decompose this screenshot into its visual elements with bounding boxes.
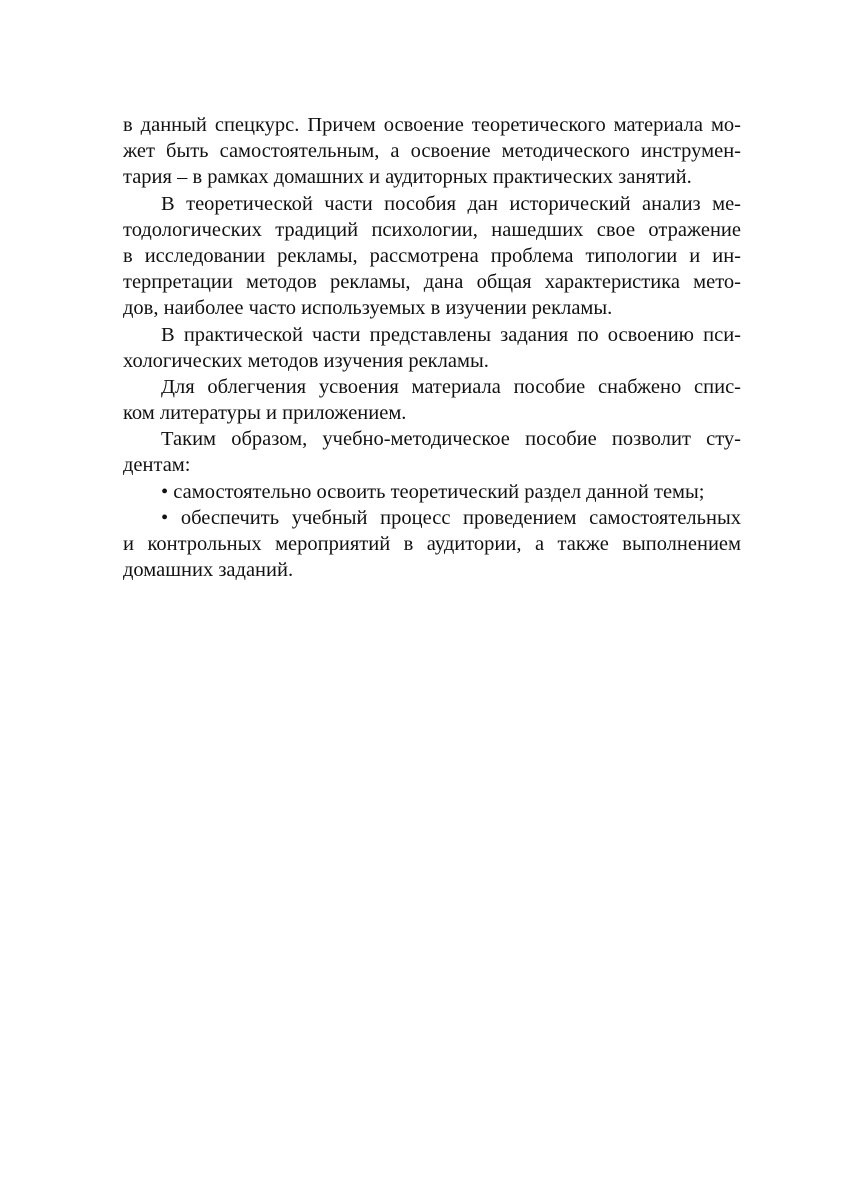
body-text [123, 112, 741, 583]
text-line: дов, наиболее часто используемых в изучении рекламы. [123, 297, 613, 320]
text-line: дентам: [123, 454, 191, 477]
text-line: Для облегчения усвоения материала пособие снабжено спис- [161, 375, 741, 398]
text-line: и контрольных мероприятий в аудитории, а также выполнением [123, 533, 741, 555]
text-line: домашних заданий. [123, 559, 294, 582]
bullet-item: • обеспечить учебный процесс проведением самостоятельных [161, 506, 741, 529]
text-line: тодологических традиций психологии, нашедших свое отражение [123, 218, 741, 241]
text-line: хологических методов изучения рекламы. [123, 349, 489, 372]
text-line: тария – в рамках домашних и аудиторных практических занятий. [123, 166, 692, 189]
text-line: ком литературы и приложением. [123, 402, 407, 425]
text-line: жет быть самостоятельным, а освоение методического инструмен- [123, 140, 741, 163]
text-line: В теоретической части пособия дан исторический анализ ме- [161, 192, 741, 215]
text-line: в исследовании рекламы, рассмотрена проблема типологии и ин- [123, 244, 741, 267]
text-line: В практической части представлены задания по освоению пси- [161, 323, 741, 346]
bullet-item: • самостоятельно освоить теоретический раздел данной темы; [161, 480, 705, 503]
text-line: терпретации методов рекламы, дана общая характеристика мето- [123, 271, 741, 294]
text-line: в данный спецкурс. Причем освоение теоретического материала мо- [123, 114, 741, 136]
text-line: Таким образом, учебно-методическое пособие позволит сту- [161, 428, 741, 451]
